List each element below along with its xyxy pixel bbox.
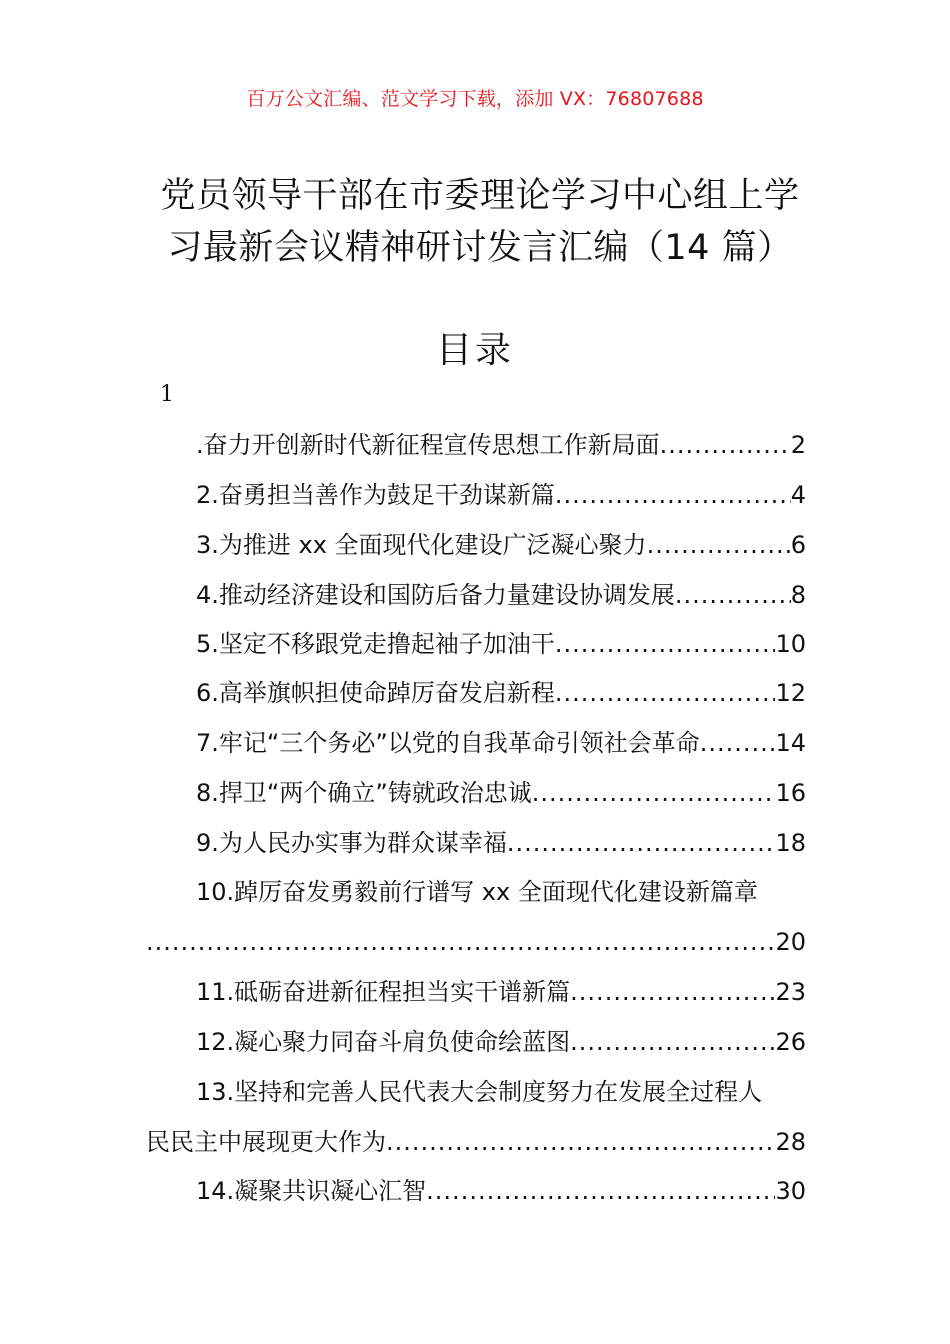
toc-leader-dots (660, 420, 791, 470)
toc-entry-6[interactable] (146, 668, 806, 718)
toc-page-number: 23 (775, 978, 806, 1006)
toc-leader-dots (146, 917, 775, 967)
toc-entry-text: .奋力开创新时代新征程宣传思想工作新局面 (196, 431, 660, 459)
toc-leader-dots (555, 470, 791, 520)
toc-entry-text: 8.捍卫“两个确立”铸就政治忠诚 (196, 779, 532, 807)
toc-entry-1[interactable] (146, 420, 806, 470)
toc-entry-text-cont: 民民主中展现更大作为 (146, 1128, 386, 1156)
toc-page-number: 6 (790, 531, 806, 559)
toc-entry-text: 13.坚持和完善人民代表大会制度努力在发展全过程人 (196, 1078, 763, 1106)
toc-leader-dots (386, 1117, 775, 1167)
toc-entry-text: 9.为人民办实事为群众谋幸福 (196, 829, 507, 857)
toc-page-number: 2 (790, 431, 806, 459)
toc-leader-dots (700, 718, 776, 768)
toc-leader-dots (532, 768, 776, 818)
toc-entry-text: 2.奋勇担当善作为鼓足干劲谋新篇 (196, 481, 555, 509)
toc-page-number: 18 (775, 829, 806, 857)
toc-entry-text: 11.砥砺奋进新征程担当实干谱新篇 (196, 978, 571, 1006)
toc-entry-text: 4.推动经济建设和国防后备力量建设协调发展 (196, 581, 675, 609)
toc-page-number: 28 (775, 1128, 806, 1156)
toc-entry-text: 5.坚定不移跟党走撸起袖子加油干 (196, 630, 555, 658)
toc-page-number: 26 (775, 1028, 806, 1056)
toc-page-number: 12 (775, 679, 806, 707)
toc-page-number: 4 (790, 481, 806, 509)
toc-leader-dots (570, 967, 775, 1017)
toc-entry-11[interactable] (146, 967, 806, 1017)
toc-entry-text: 12.凝心聚力同奋斗肩负使命绘蓝图 (196, 1028, 571, 1056)
toc-entry-7[interactable] (146, 718, 806, 768)
toc-entry-5[interactable] (146, 619, 806, 669)
toc-entry-text: 10.踔厉奋发勇毅前行谱写 xx 全面现代化建设新篇章 (196, 878, 758, 906)
toc-entry-10[interactable] (146, 867, 806, 967)
toc-entry-text: 7.牢记“三个务必”以党的自我革命引领社会革命 (196, 729, 700, 757)
toc-page-number: 16 (775, 779, 806, 807)
toc-page-number: 10 (775, 630, 806, 658)
toc-leader-dots (675, 570, 791, 620)
toc-leader-dots (426, 1166, 775, 1216)
toc-entry-text: 3.为推进 xx 全面现代化建设广泛凝心聚力 (196, 531, 647, 559)
toc-page-number: 14 (775, 729, 806, 757)
toc-entry-14[interactable] (146, 1166, 806, 1216)
toc-leader-dots (555, 668, 776, 718)
title-line-1: 党员领导干部在市委理论学习中心组上学 (160, 176, 800, 216)
toc-heading: 目录 (435, 330, 514, 371)
toc-entry-12[interactable] (146, 1017, 806, 1067)
title-line-2: 习最新会议精神研讨发言汇编（14 篇） (167, 228, 793, 268)
toc-page-number: 8 (790, 581, 806, 609)
toc-entry-2[interactable] (146, 470, 806, 520)
toc-leader-dots (570, 1017, 775, 1067)
toc-leader-dots (647, 520, 791, 570)
document-title (150, 170, 810, 274)
toc-page-number: 20 (775, 928, 806, 956)
toc-entry-9[interactable] (146, 818, 806, 868)
page-number-stray: 1 (160, 382, 174, 407)
toc-leader-dots (555, 619, 776, 669)
toc-entry-8[interactable] (146, 768, 806, 818)
toc-entry-4[interactable] (146, 570, 806, 620)
toc-entry-3[interactable] (146, 520, 806, 570)
toc-page-number: 30 (775, 1177, 806, 1205)
toc-leader-dots (507, 818, 776, 868)
header-note: 百万公文汇编、范文学习下载，添加 VX：76807688 (246, 88, 704, 110)
toc-entry-text: 14.凝聚共识凝心汇智 (196, 1177, 427, 1205)
toc-entry-text: 6.高举旗帜担使命踔厉奋发启新程 (196, 679, 555, 707)
toc-entry-13[interactable] (146, 1067, 806, 1167)
